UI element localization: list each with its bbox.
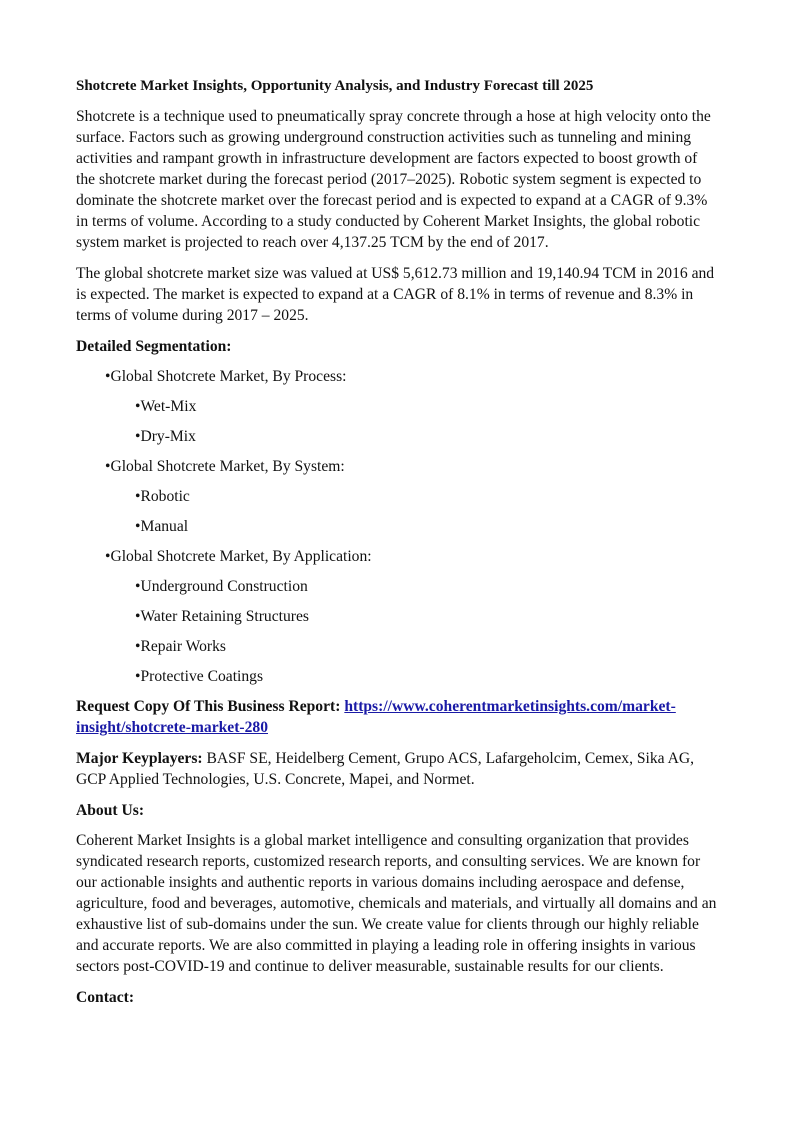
segment-dry-mix: •Dry-Mix [135,428,196,445]
keyplayers-paragraph [76,748,720,790]
contact-heading: Contact: [76,989,135,1006]
intro-paragraph: Shotcrete is a technique used to pneumatically spray concrete through a hose at high velocity onto the surface. Factors such as growing underground construction activities such as tunneling and mining activities and rampant growth in infrastructure development are factors expected to boost growth of the shotcrete market during the forecast period (2017–2025). Robotic system segment is expected to dominate the shotcrete market over the forecast period and is expected to expand at a CAGR of 9.3% in terms of volume. According to a study conducted by Coherent Market Insights, the global robotic system market is projected to reach over 4,137.25 TCM by the end of 2017. [76,108,711,251]
segment-water-retaining: •Water Retaining Structures [135,608,309,625]
segment-underground: •Underground Construction [135,578,308,595]
segment-robotic: •Robotic [135,488,190,505]
segmentation-heading: Detailed Segmentation: [76,338,232,355]
document-title: Shotcrete Market Insights, Opportunity Analysis, and Industry Forecast till 2025 [76,78,594,94]
segment-protective-coatings: •Protective Coatings [135,668,264,685]
request-copy-label: Request Copy Of This Business Report: [76,698,341,715]
about-paragraph: Coherent Market Insights is a global market intelligence and consulting organization that provides syndicated research reports, customized research reports, and consulting services. We are known for our actionable insights and authentic reports in various domains including aerospace and defense, agriculture, food and beverages, automotive, chemicals and materials, and virtually all domains and an exhaustive list of sub-domains under the sun. We create value for clients through our highly reliable and accurate reports. We are also committed in playing a leading role in offering insights in various sectors post-COVID-19 and continue to deliver measurable, sustainable results for our clients. [76,832,717,975]
about-heading: About Us: [76,802,145,819]
keyplayers-label: Major Keyplayers: [76,750,203,767]
keyplayers-text: BASF SE, Heidelberg Cement, Grupo ACS, Lafargeholcim, Cemex, Sika AG, GCP Applied Technologies, U.S. Concrete, Mapei, and Normet. [76,750,695,788]
report-link[interactable]: https://www.coherentmarketinsights.com/market-insight/shotcrete-market-280 [76,698,676,736]
segment-manual: •Manual [135,518,189,535]
segment-repair-works: •Repair Works [135,638,226,655]
segment-by-application: •Global Shotcrete Market, By Application: [105,548,372,565]
market-size-paragraph: The global shotcrete market size was valued at US$ 5,612.73 million and 19,140.94 TCM in 2016 and is expected. The market is expected to expand at a CAGR of 8.1% in terms of revenue and 8.3% in terms of volume during 2017 – 2025. [76,265,715,324]
segment-wet-mix: •Wet-Mix [135,398,197,415]
segment-by-system: •Global Shotcrete Market, By System: [105,458,345,475]
request-copy-paragraph [76,696,720,738]
segment-by-process: •Global Shotcrete Market, By Process: [105,368,347,385]
